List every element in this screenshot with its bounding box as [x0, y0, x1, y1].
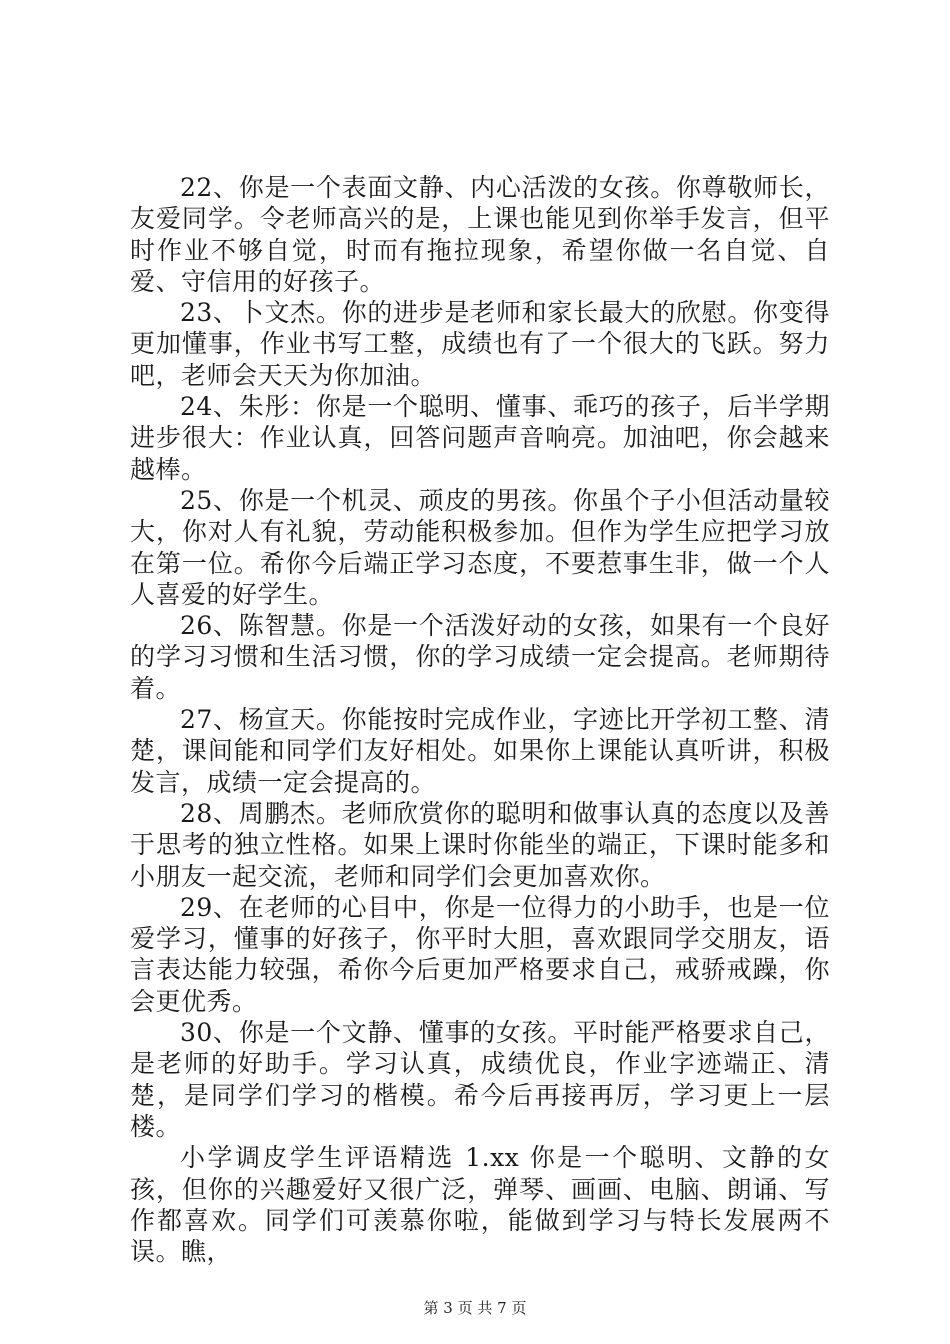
paragraph-22: 22、你是一个表面文静、内心活泼的女孩。你尊敬师长，友爱同学。令老师高兴的是，上课也能见到你举手发言，但平时作业不够自觉，时而有拖拉现象，希望你做一名自觉、自爱、守信用的好孩子。 — [130, 173, 830, 296]
paragraph-29: 29、在老师的心目中，你是一位得力的小助手，也是一位爱学习，懂事的好孩子，你平时大胆，喜欢跟同学交朋友，语言表达能力较强，希你今后更加严格要求自己，戒骄戒躁，你会更优秀。 — [130, 892, 830, 1016]
paragraph-30: 30、你是一个文静、懂事的女孩。平时能严格要求自己，是老师的好助手。学习认真，成绩优良，作业字迹端正、清楚，是同学们学习的楷模。希今后再接再厉，学习更上一层楼。 — [130, 1018, 830, 1141]
document-body — [130, 172, 830, 1267]
paragraph-selected-comments: 小学调皮学生评语精选 1.xx 你是一个聪明、文静的女孩，但你的兴趣爱好又很广泛，弹琴、画画、电脑、朗诵、写作都喜欢。同学们可羡慕你啦，能做到学习与特长发展两不误。瞧， — [130, 1143, 830, 1267]
paragraph-24: 24、朱彤：你是一个聪明、懂事、乖巧的孩子，后半学期进步很大：作业认真，回答问题声音响亮。加油吧，你会越来越棒。 — [130, 392, 830, 484]
paragraph-23: 23、卜文杰。你的进步是老师和家长最大的欣慰。你变得更加懂事，作业书写工整，成绩也有了一个很大的飞跃。努力吧，老师会天天为你加油。 — [130, 298, 830, 390]
paragraph-26: 26、陈智慧。你是一个活泼好动的女孩，如果有一个良好的学习习惯和生活习惯，你的学习成绩一定会提高。老师期待着。 — [130, 611, 830, 703]
paragraph-25: 25、你是一个机灵、顽皮的男孩。你虽个子小但活动量较大，你对人有礼貌，劳动能积极参加。但作为学生应把学习放在第一位。希你今后端正学习态度，不要惹事生非，做一个人人喜爱的好学生。 — [130, 485, 830, 609]
page-number-footer: 第 3 页 共 7 页 — [423, 1299, 527, 1317]
paragraph-27: 27、杨宣天。你能按时完成作业，字迹比开学初工整、清楚，课间能和同学们友好相处。如果你上课能认真听讲，积极发言，成绩一定会提高的。 — [130, 705, 830, 797]
paragraph-28: 28、周鹏杰。老师欣赏你的聪明和做事认真的态度以及善于思考的独立性格。如果上课时你能坐的端正，下课时能多和小朋友一起交流，老师和同学们会更加喜欢你。 — [130, 798, 830, 891]
